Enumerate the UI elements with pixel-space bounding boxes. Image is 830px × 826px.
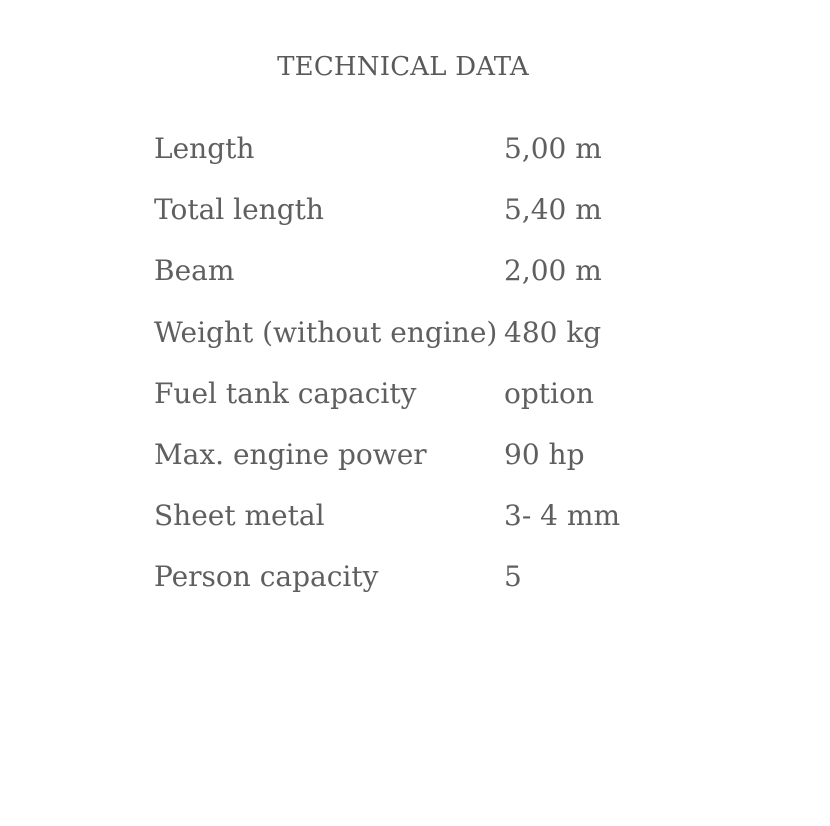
spec-label: Max. engine power <box>154 438 427 472</box>
spec-label: Weight (without engine) <box>154 315 498 349</box>
spec-value: 480 kg <box>504 315 602 349</box>
spec-value: 90 hp <box>504 438 585 472</box>
spec-value: 2,00 m <box>504 254 602 288</box>
spec-row-engine-power <box>154 424 620 485</box>
spec-row-person-capacity <box>154 546 620 607</box>
spec-value: 5 <box>504 560 522 594</box>
spec-label: Beam <box>154 254 235 288</box>
spec-value: option <box>504 376 594 410</box>
spec-row-length <box>154 118 620 179</box>
spec-row-sheet-metal <box>154 485 620 546</box>
spec-row-total-length <box>154 179 620 240</box>
spec-label: Total length <box>154 193 324 227</box>
spec-label: Length <box>154 132 255 166</box>
spec-value: 3- 4 mm <box>504 499 620 533</box>
spec-label: Person capacity <box>154 560 379 594</box>
page-title: TECHNICAL DATA <box>277 52 529 82</box>
spec-row-fuel-tank <box>154 363 620 424</box>
spec-value: 5,40 m <box>504 193 602 227</box>
spec-label: Sheet metal <box>154 499 325 533</box>
spec-value: 5,00 m <box>504 132 602 166</box>
spec-label: Fuel tank capacity <box>154 376 417 410</box>
spec-row-weight <box>154 302 620 363</box>
spec-row-beam <box>154 240 620 301</box>
technical-data-table <box>154 118 620 608</box>
